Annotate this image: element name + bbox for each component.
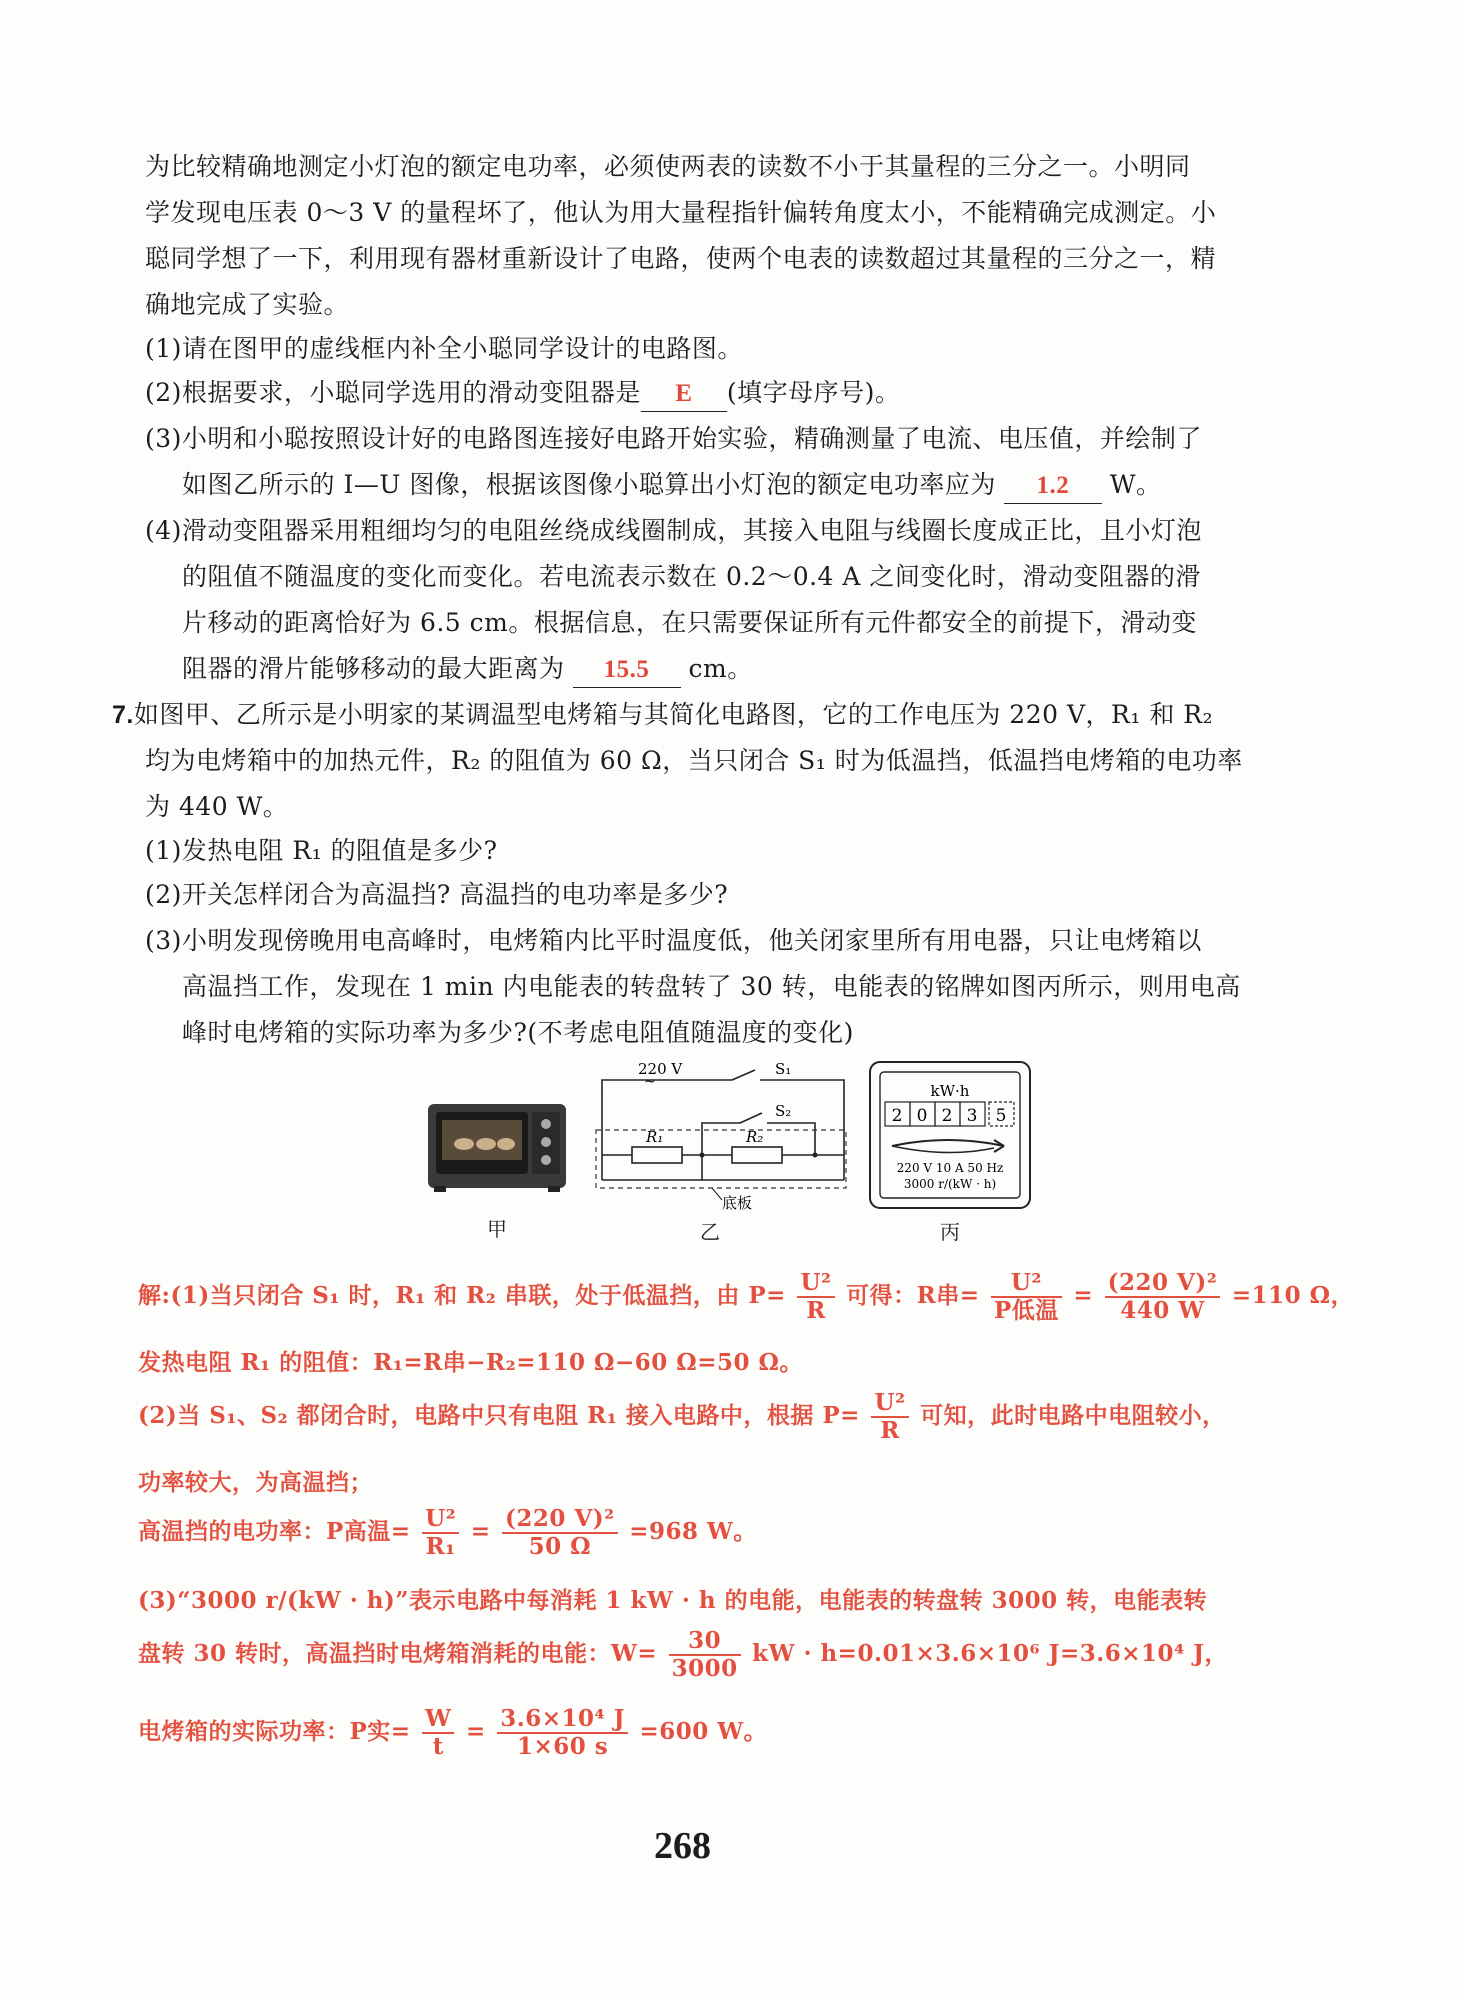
fraction-numerator: U² — [871, 1390, 908, 1418]
q7-part3-line3: 峰时电烤箱的实际功率为多少?(不考虑电阻值随温度的变化) — [182, 1018, 854, 1047]
q6-part4-text: 阻器的滑片能够移动的最大距离为 — [182, 654, 565, 683]
q6-part2 — [145, 376, 900, 412]
q7-number: 7. — [112, 701, 134, 729]
q7-line3: 为 440 W。 — [145, 792, 289, 821]
fraction-numerator: W — [422, 1706, 454, 1734]
fraction-denominator: R — [880, 1417, 900, 1444]
figure-yi-label: 乙 — [700, 1220, 720, 1244]
fraction-numerator: U² — [422, 1506, 459, 1534]
solution-step1-line2: 发热电阻 R₁ 的阻值：R₁=R串−R₂=110 Ω−60 Ω=50 Ω。 — [138, 1349, 804, 1376]
fraction-numerator: (220 V)² — [1105, 1270, 1221, 1298]
circuit-diagram — [592, 1060, 852, 1210]
intro-line-1: 为比较精确地测定小灯泡的额定电功率，必须使两表的读数不小于其量程的三分之一。小明同 — [145, 152, 1191, 181]
solution-step1-line1 — [138, 1266, 1354, 1326]
meter-spec-label: 220 V 10 A 50 Hz — [896, 1161, 1004, 1175]
q6-part3-unit: W。 — [1109, 470, 1162, 499]
switch-s2-label: S₂ — [775, 1102, 792, 1120]
fraction-w-over-t — [422, 1706, 454, 1760]
supply-voltage-label: 220 V — [638, 1060, 683, 1078]
solution-s1-text-b: 可得：R串= — [846, 1282, 980, 1309]
q7-part1: (1)发热电阻 R₁ 的阻值是多少? — [145, 836, 498, 865]
fraction-u2-over-plow — [991, 1270, 1062, 1324]
solution-s1-equals: = — [1073, 1282, 1094, 1309]
resistor-r1-label: R₁ — [646, 1128, 664, 1146]
q6-part2-text: (2)根据要求，小聪同学选用的滑动变阻器是 — [145, 378, 641, 407]
fraction-denominator: 1×60 s — [517, 1733, 609, 1760]
q6-part2-answer: E — [641, 377, 727, 412]
q6-part1: (1)请在图甲的虚线框内补全小聪同学设计的电路图。 — [145, 334, 743, 363]
solution-step3-line3 — [138, 1702, 767, 1762]
solution-s3-text-c: 电烤箱的实际功率：P实= — [138, 1718, 411, 1745]
meter-digit-1: 2 — [891, 1106, 903, 1126]
meter-rate-label: 3000 r/(kW · h) — [903, 1177, 997, 1191]
fraction-30-over-3000 — [669, 1628, 741, 1682]
meter-digit-4: 3 — [966, 1106, 978, 1126]
intro-line-4: 确地完成了实验。 — [145, 290, 350, 319]
fraction-denominator: 3000 — [671, 1655, 738, 1682]
fraction-220-over-50 — [502, 1506, 618, 1560]
fraction-denominator: P低温 — [994, 1297, 1059, 1324]
q6-part4-answer: 15.5 — [573, 653, 681, 688]
q7-part3-line1: (3)小明发现傍晚用电高峰时，电烤箱内比平时温度低，他关闭家里所有用电器，只让电烤箱以 — [145, 926, 1202, 955]
q7-part2: (2)开关怎样闭合为高温挡? 高温挡的电功率是多少? — [145, 880, 729, 909]
q6-part3-line2 — [182, 468, 1162, 504]
q7-line1 — [112, 698, 1213, 732]
intro-line-3: 聪同学想了一下，利用现有器材重新设计了电路，使两个电表的读数超过其量程的三分之一，精 — [145, 244, 1217, 273]
figure-jia-label: 甲 — [487, 1217, 507, 1241]
solution-step2-line1 — [138, 1386, 1226, 1446]
page-number: 268 — [654, 1825, 711, 1867]
solution-step2-line2: 功率较大，为高温挡； — [138, 1469, 373, 1496]
q7-line2: 均为电烤箱中的加热元件，R₂ 的阻值为 60 Ω，当只闭合 S₁ 时为低温挡，低温挡电烤箱的电功率 — [145, 746, 1243, 775]
base-plate-label: 底板 — [722, 1194, 753, 1210]
fraction-denominator: 50 Ω — [528, 1533, 592, 1560]
meter-unit-label: kW·h — [930, 1082, 970, 1100]
fraction-numerator: U² — [797, 1270, 834, 1298]
q7-part3-line2: 高温挡工作，发现在 1 min 内电能表的转盘转了 30 转，电能表的铭牌如图丙所示，则用电高 — [182, 972, 1241, 1001]
fraction-denominator: R₁ — [425, 1533, 456, 1560]
q6-part4-unit: cm。 — [688, 654, 753, 683]
fraction-numerator: (220 V)² — [502, 1506, 618, 1534]
fraction-u2-over-r-2 — [871, 1390, 908, 1444]
energy-meter — [868, 1060, 1032, 1210]
oven-illustration — [424, 1098, 570, 1198]
solution-s2-equals: = — [470, 1518, 491, 1545]
meter-digit-3: 2 — [941, 1106, 953, 1126]
solution-step3-line2 — [138, 1624, 1228, 1684]
fraction-denominator: t — [432, 1733, 444, 1760]
fraction-denominator: R — [806, 1297, 826, 1324]
solution-s3-text-b: kW · h=0.01×3.6×10⁶ J=3.6×10⁴ J， — [752, 1640, 1229, 1667]
fraction-220-over-440 — [1105, 1270, 1221, 1324]
meter-digit-2: 0 — [916, 1106, 928, 1126]
ac-symbol: ~ — [644, 1074, 656, 1090]
fraction-numerator: U² — [991, 1270, 1062, 1298]
fraction-denominator: 440 W — [1120, 1297, 1205, 1324]
solution-s3-text-a: 盘转 30 转时，高温挡时电烤箱消耗的电能：W= — [138, 1640, 658, 1667]
q6-part3-line1: (3)小明和小聪按照设计好的电路图连接好电路开始实验，精确测量了电流、电压值，并绘制了 — [145, 424, 1202, 453]
resistor-r2-label: R₂ — [746, 1128, 764, 1146]
solution-s2-text-a: (2)当 S₁、S₂ 都闭合时，电路中只有电阻 R₁ 接入电路中，根据 P= — [138, 1402, 860, 1429]
solution-step3-line1: (3)“3000 r/(kW · h)”表示电路中每消耗 1 kW · h 的电能，电能表的转盘转 3000 转，电能表转 — [138, 1587, 1208, 1614]
q6-part4-line3: 片移动的距离恰好为 6.5 cm。根据信息，在只需要保证所有元件都安全的前提下，滑动变 — [182, 608, 1197, 637]
solution-s1-result: =110 Ω， — [1231, 1282, 1355, 1309]
q6-part2-suffix: (填字母序号)。 — [726, 378, 901, 407]
solution-s2-text-c: 高温挡的电功率：P高温= — [138, 1518, 411, 1545]
meter-digit-5: 5 — [995, 1106, 1007, 1126]
fraction-numerator: 30 — [669, 1628, 741, 1656]
q6-part4-line2: 的阻值不随温度的变化而变化。若电流表示数在 0.2～0.4 A 之间变化时，滑动变阻器的滑 — [182, 562, 1201, 591]
rotation-arrow-icon — [892, 1140, 1004, 1152]
intro-line-2: 学发现电压表 0～3 V 的量程坏了，他认为用大量程指针偏转角度太小，不能精确完成测定。小 — [145, 198, 1217, 227]
solution-s2-text-b: 可知，此时电路中电阻较小， — [920, 1402, 1226, 1429]
fraction-u2-over-r — [797, 1270, 834, 1324]
q7-stem-1: 如图甲、乙所示是小明家的某调温型电烤箱与其简化电路图，它的工作电压为 220 V，R₁ 和 R₂ — [133, 700, 1214, 729]
q6-part4-line1: (4)滑动变阻器采用粗细均匀的电阻丝绕成线圈制成，其接入电阻与线圈长度成正比，且小灯泡 — [145, 516, 1202, 545]
q6-part3-text: 如图乙所示的 I—U 图像，根据该图像小聪算出小灯泡的额定电功率应为 — [182, 470, 996, 499]
solution-s3-equals: = — [465, 1718, 486, 1745]
solution-step2-line3 — [138, 1502, 757, 1562]
fraction-numerator: 3.6×10⁴ J — [497, 1706, 628, 1734]
switch-s1-label: S₁ — [775, 1060, 792, 1078]
figure-bing-label: 丙 — [940, 1220, 960, 1244]
fraction-u2-over-r1 — [422, 1506, 459, 1560]
q6-part4-line4 — [182, 652, 753, 688]
q6-part3-answer: 1.2 — [1004, 469, 1102, 504]
solution-s3-result: =600 W。 — [639, 1718, 768, 1745]
fraction-energy-over-time — [497, 1706, 628, 1760]
solution-s1-text-a: 解:(1)当只闭合 S₁ 时，R₁ 和 R₂ 串联，处于低温挡，由 P= — [138, 1282, 786, 1309]
solution-s2-result: =968 W。 — [629, 1518, 757, 1545]
